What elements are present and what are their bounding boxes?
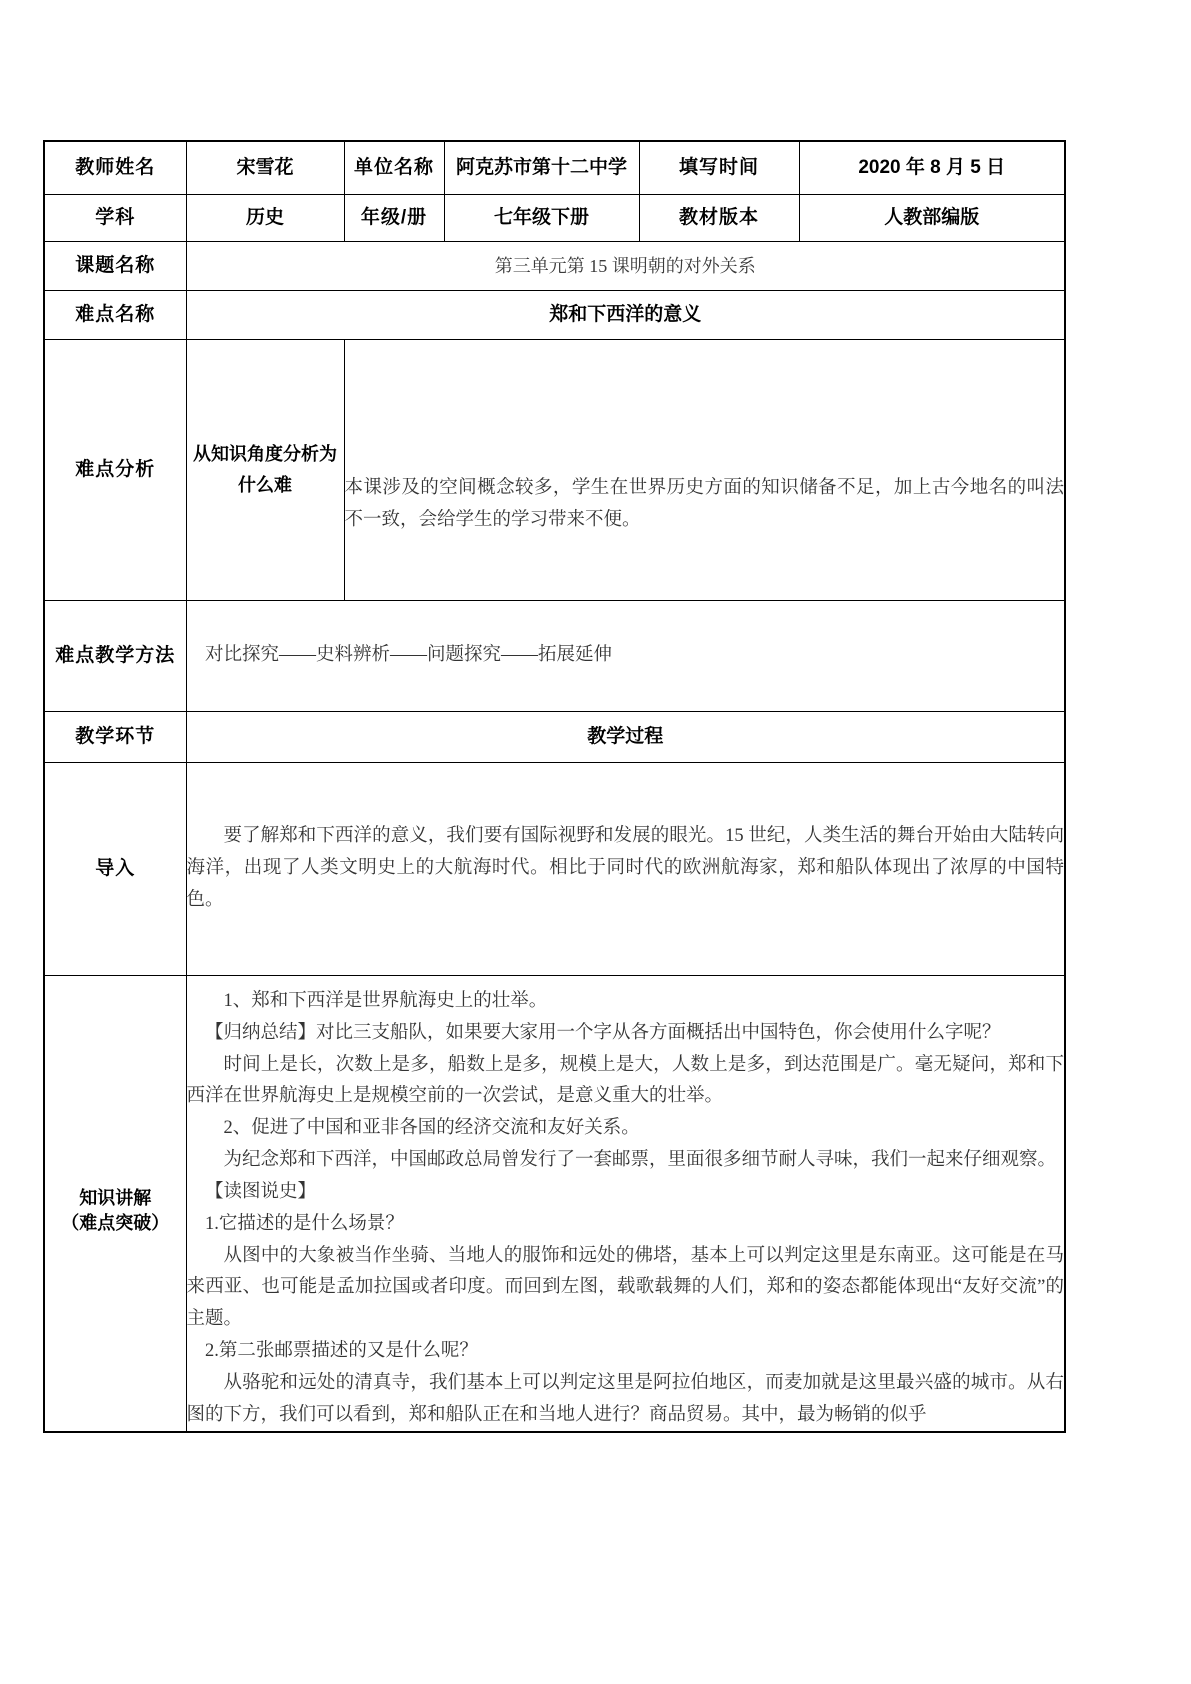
text-knowledge-explanation [186,976,1065,1433]
text-difficulty-analysis [344,340,1065,601]
paragraph-difficulty-analysis: 本课涉及的空间概念较多，学生在世界历史方面的知识储备不足，加上古今地名的叫法不一致，会给学生的学习带来不便。 [344,478,1064,530]
label-textbook-edition: 教材版本 [639,195,799,242]
lesson-plan-table [43,140,1066,1433]
paragraph-knowledge-9: 2.第二张邮票描述的又是什么呢？ [205,1340,478,1361]
table-row-difficulty-name [44,291,1065,340]
value-teaching-method: 对比探究——史料辨析——问题探究——拓展延伸 [186,601,1065,712]
label-teacher-name: 教师姓名 [44,141,186,195]
value-topic-name: 第三单元第 15 课明朝的对外关系 [186,242,1065,291]
value-unit-name: 阿克苏市第十二中学 [444,141,639,195]
paragraph-introduction: 要了解郑和下西洋的意义，我们要有国际视野和发展的眼光。15 世纪，人类生活的舞台开始由大陆转向海洋，出现了人类文明史上的大航海时代。相比于同时代的欧洲航海家，郑和船队体现出了浓厚的中国特色。 [186,826,1064,910]
value-fill-date: 2020 年 8 月 5 日 [799,141,1065,195]
label-teaching-link: 教学环节 [44,712,186,763]
text-introduction [186,763,1065,976]
value-subject: 历史 [186,195,344,242]
label-knowledge-line1: 知识讲解 [79,1188,152,1209]
table-row-topic [44,242,1065,291]
paragraph-knowledge-4: 2、促进了中国和亚非各国的经济交流和友好关系。 [223,1118,640,1139]
label-fill-date: 填写时间 [639,141,799,195]
value-textbook-edition: 人教部编版 [799,195,1065,242]
label-knowledge-line2: （难点突破） [61,1212,170,1233]
label-knowledge-explanation [44,976,186,1433]
table-row-teaching-link [44,712,1065,763]
table-row-introduction [44,763,1065,976]
paragraph-knowledge-5: 为纪念郑和下西洋，中国邮政总局曾发行了一套邮票，里面很多细节耐人寻味，我们一起来仔细观察。 [223,1150,1057,1171]
label-grade: 年级/册 [344,195,444,242]
table-row-difficulty-analysis [44,340,1065,601]
label-introduction: 导入 [44,763,186,976]
value-difficulty-name: 郑和下西洋的意义 [186,291,1065,340]
table-row-subject [44,195,1065,242]
label-difficulty-name: 难点名称 [44,291,186,340]
label-why-difficult: 从知识角度分析为什么难 [186,340,344,601]
paragraph-knowledge-7: 1.它描述的是什么场景？ [205,1213,404,1234]
paragraph-knowledge-3: 时间上是长，次数上是多，船数上是多，规模上是大，人数上是多，到达范围是广。毫无疑问，郑和下西洋在世界航海史上是规模空前的一次尝试，是意义重大的壮举。 [186,1054,1064,1107]
label-subject: 学科 [44,195,186,242]
table-row-knowledge [44,976,1065,1433]
paragraph-knowledge-10: 从骆驼和远处的清真寺，我们基本上可以判定这里是阿拉伯地区，而麦加就是这里最兴盛的城市。从右图的下方，我们可以看到，郑和船队正在和当地人进行？商品贸易。其中，最为畅销的似乎 [186,1372,1064,1425]
table-row-method [44,601,1065,712]
paragraph-knowledge-8: 从图中的大象被当作坐骑、当地人的服饰和远处的佛塔，基本上可以判定这里是东南亚。这可能是在马来西亚、也可能是孟加拉国或者印度。而回到左图，载歌载舞的人们，郑和的姿态都能体现出“友好交流”的主题。 [186,1245,1064,1330]
value-grade: 七年级下册 [444,195,639,242]
label-teaching-method: 难点教学方法 [44,601,186,712]
paragraph-knowledge-1: 1、郑和下西洋是世界航海史上的壮举。 [223,991,548,1011]
paragraph-knowledge-2: 【归纳总结】对比三支船队，如果要大家用一个字从各方面概括出中国特色，你会使用什么字呢？ [205,1022,1001,1043]
value-teacher-name: 宋雪花 [186,141,344,195]
label-difficulty-analysis: 难点分析 [44,340,186,601]
label-topic-name: 课题名称 [44,242,186,291]
table-row-teacher [44,141,1065,195]
paragraph-knowledge-6: 【读图说史】 [205,1181,317,1202]
value-teaching-process: 教学过程 [186,712,1065,763]
label-unit-name: 单位名称 [344,141,444,195]
